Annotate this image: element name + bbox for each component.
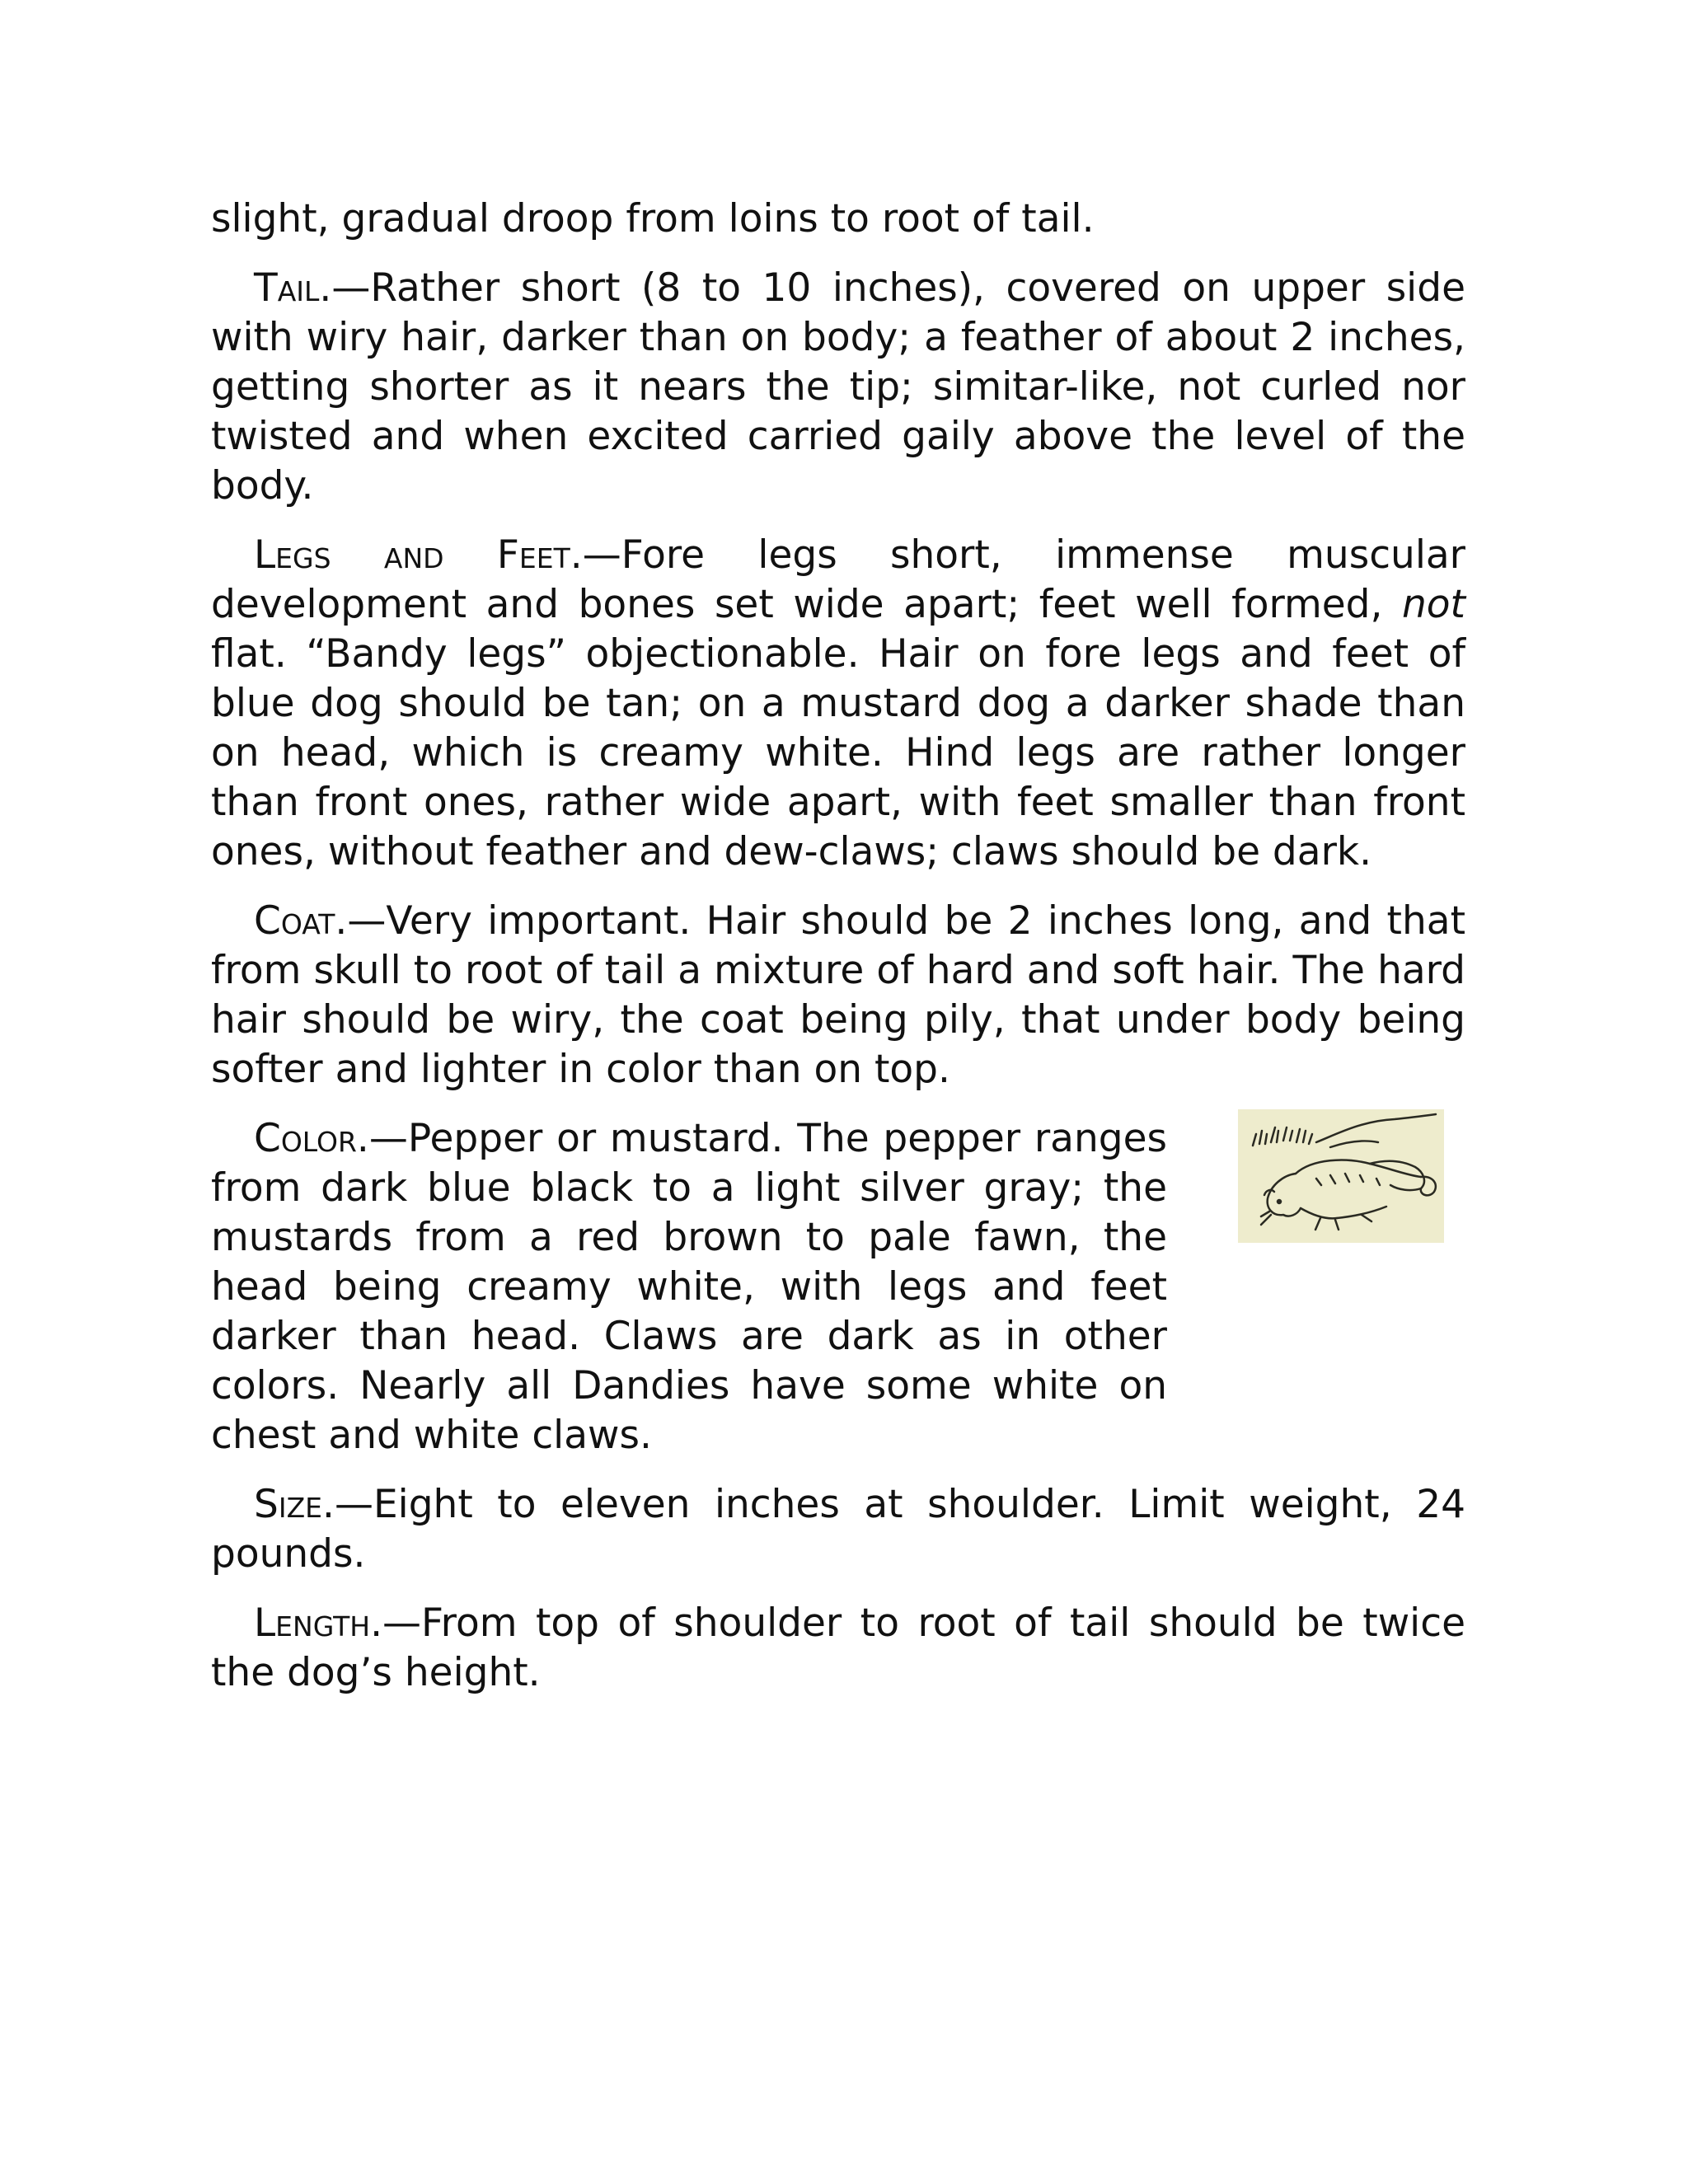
legs-emphasis: not [1402,582,1465,627]
text-column [211,194,1465,1718]
tail-heading: Tail [254,265,320,311]
legs-paragraph [211,531,1465,877]
color-body: .—Pepper or mustard. The pepper ranges from dark blue black to a light silver gray; the mustards from a red brown to pale fawn, the head being creamy white, with legs and feet darker than head. Claws are dark as in other colors. Nearly all Dandies have some white on chest and white claws. [211,1116,1167,1458]
legs-body-b: flat. “Bandy legs” objectionable. Hair on fore legs and feet of blue dog should be tan; on a mustard dog a darker shade than on head, which is creamy white. Hind legs are rather longer than front ones, rather wide apart, with feet smaller than front ones, without feather and dew-claws; claws should be dark. [211,631,1465,874]
length-paragraph [211,1599,1465,1698]
color-paragraph [211,1114,1167,1460]
coat-paragraph [211,897,1465,1094]
length-heading: Length [254,1601,371,1646]
color-heading: Color [254,1116,357,1161]
coat-heading: Coat [254,898,335,944]
tail-body: .—Rather short (8 to 10 inches), covered on upper side with wiry hair, darker than on body; a feather of about 2 inches, getting shorter as it nears the tip; simitar-like, not curled nor twisted and when excited carried gaily above the level of the body. [211,265,1465,509]
coat-body: .—Very important. Hair should be 2 inches long, and that from skull to root of tail a mixture of hard and soft hair. The hard hair should be wiry, the coat being pily, that under body being softer and lighter in color than on top. [211,898,1465,1092]
sleeping-dog-icon [1238,1109,1444,1243]
continuation-paragraph: slight, gradual droop from loins to root of tail. [211,196,1095,241]
sleeping-dog-illustration [1238,1109,1444,1243]
legs-heading: Legs and Feet [254,532,570,578]
size-paragraph [211,1480,1465,1579]
size-body: .—Eight to eleven inches at shoulder. Limit weight, 24 pounds. [211,1482,1465,1577]
tail-paragraph [211,264,1465,511]
legs-body-a: .—Fore legs short, immense muscular development and bones set wide apart; feet well formed, [211,532,1466,627]
size-heading: Size [254,1482,323,1527]
length-body: .—From top of shoulder to root of tail should be twice the dog’s height. [211,1601,1465,1695]
